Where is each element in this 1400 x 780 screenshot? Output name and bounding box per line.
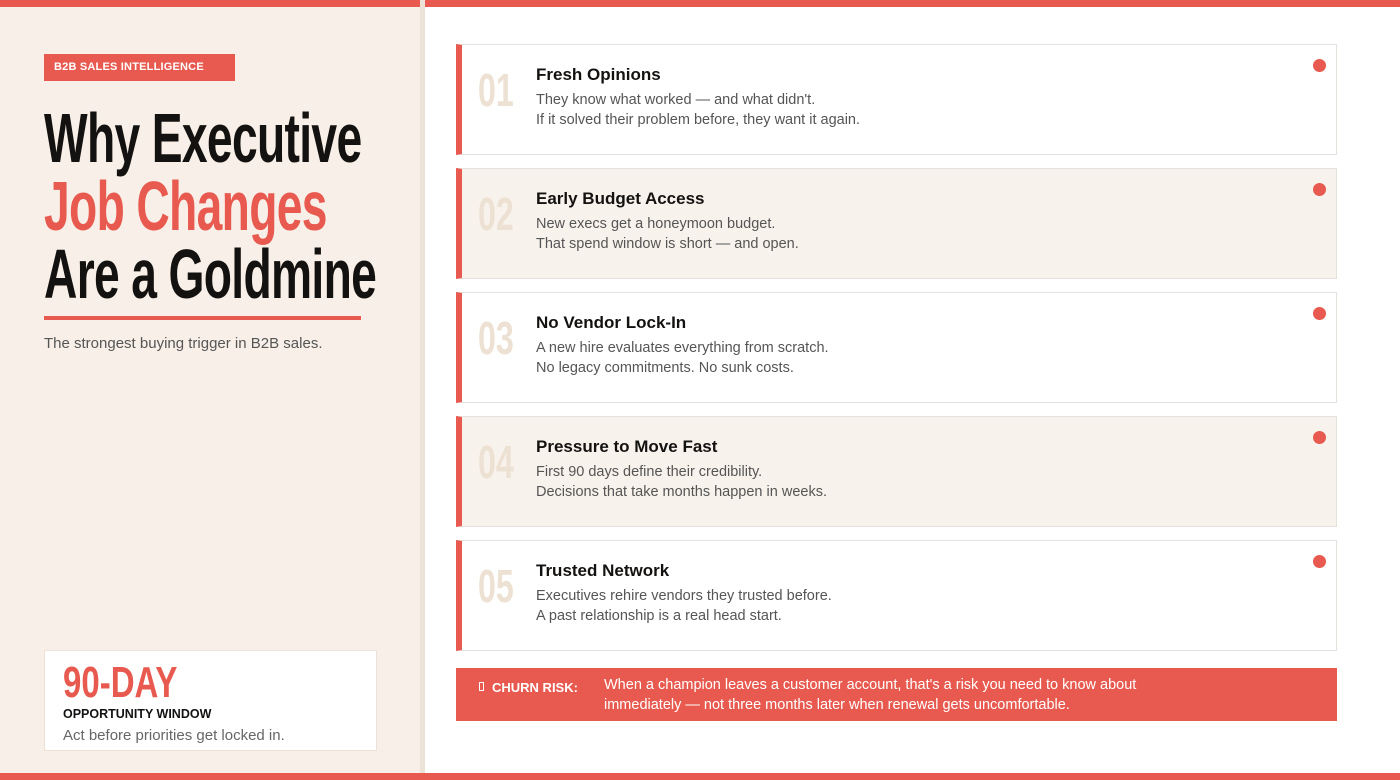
card-number: 03 — [478, 312, 514, 364]
dot-icon — [1313, 59, 1326, 72]
alert-icon — [479, 682, 484, 691]
reason-card — [456, 416, 1337, 527]
card-number: 05 — [478, 560, 514, 612]
page-title — [44, 99, 547, 313]
card-title: Pressure to Move Fast — [536, 437, 718, 456]
callout-text: When a champion leaves a customer account, that's a risk you need to know about immediately — not three months later when renewal gets uncomfortable. — [604, 677, 1137, 713]
card-text: First 90 days define their credibility. — [536, 464, 763, 480]
reason-card — [456, 292, 1337, 403]
stat-value: 90-DAY — [63, 658, 178, 707]
dot-icon — [1313, 183, 1326, 196]
card-number: 04 — [478, 436, 514, 488]
card-number: 01 — [478, 64, 514, 116]
stat-box — [44, 650, 377, 751]
card-text: A new hire evaluates everything from scratch. — [536, 340, 829, 356]
category-tag: B2B SALES INTELLIGENCE — [44, 54, 235, 81]
bottom-accent-bar — [0, 773, 1400, 780]
card-text: That spend window is short — and open. — [536, 236, 799, 252]
card-text: Decisions that take months happen in weeks. — [536, 484, 827, 500]
callout-label: CHURN RISK: — [492, 680, 578, 695]
card-text: Executives rehire vendors they trusted before. — [536, 588, 832, 604]
card-title: Trusted Network — [536, 561, 670, 580]
dot-icon — [1313, 555, 1326, 568]
card-text: New execs get a honeymoon budget. — [536, 216, 776, 232]
card-text: A past relationship is a real head start. — [536, 608, 782, 624]
card-text: No legacy commitments. No sunk costs. — [536, 360, 794, 376]
subtitle: The strongest buying trigger in B2B sales. — [44, 335, 323, 352]
card-title: Early Budget Access — [536, 189, 705, 208]
card-title: Fresh Opinions — [536, 65, 661, 84]
reason-card — [456, 540, 1337, 651]
title-line-1: Why Executive — [44, 99, 362, 177]
reason-card — [456, 44, 1337, 155]
reason-card — [456, 168, 1337, 279]
card-text: If it solved their problem before, they want it again. — [536, 112, 861, 128]
stat-description: Act before priorities get locked in. — [63, 727, 285, 744]
dot-icon — [1313, 307, 1326, 320]
stat-label: OPPORTUNITY WINDOW — [63, 707, 212, 721]
card-title: No Vendor Lock-In — [536, 313, 687, 332]
churn-risk-callout — [456, 668, 1337, 721]
card-number: 02 — [478, 188, 514, 240]
title-underline — [44, 316, 361, 320]
title-line-2: Job Changes — [44, 167, 327, 245]
top-accent-bar — [0, 0, 1400, 7]
dot-icon — [1313, 431, 1326, 444]
title-line-3: Are a Goldmine — [44, 235, 377, 313]
card-text: They know what worked — and what didn't. — [536, 92, 816, 108]
